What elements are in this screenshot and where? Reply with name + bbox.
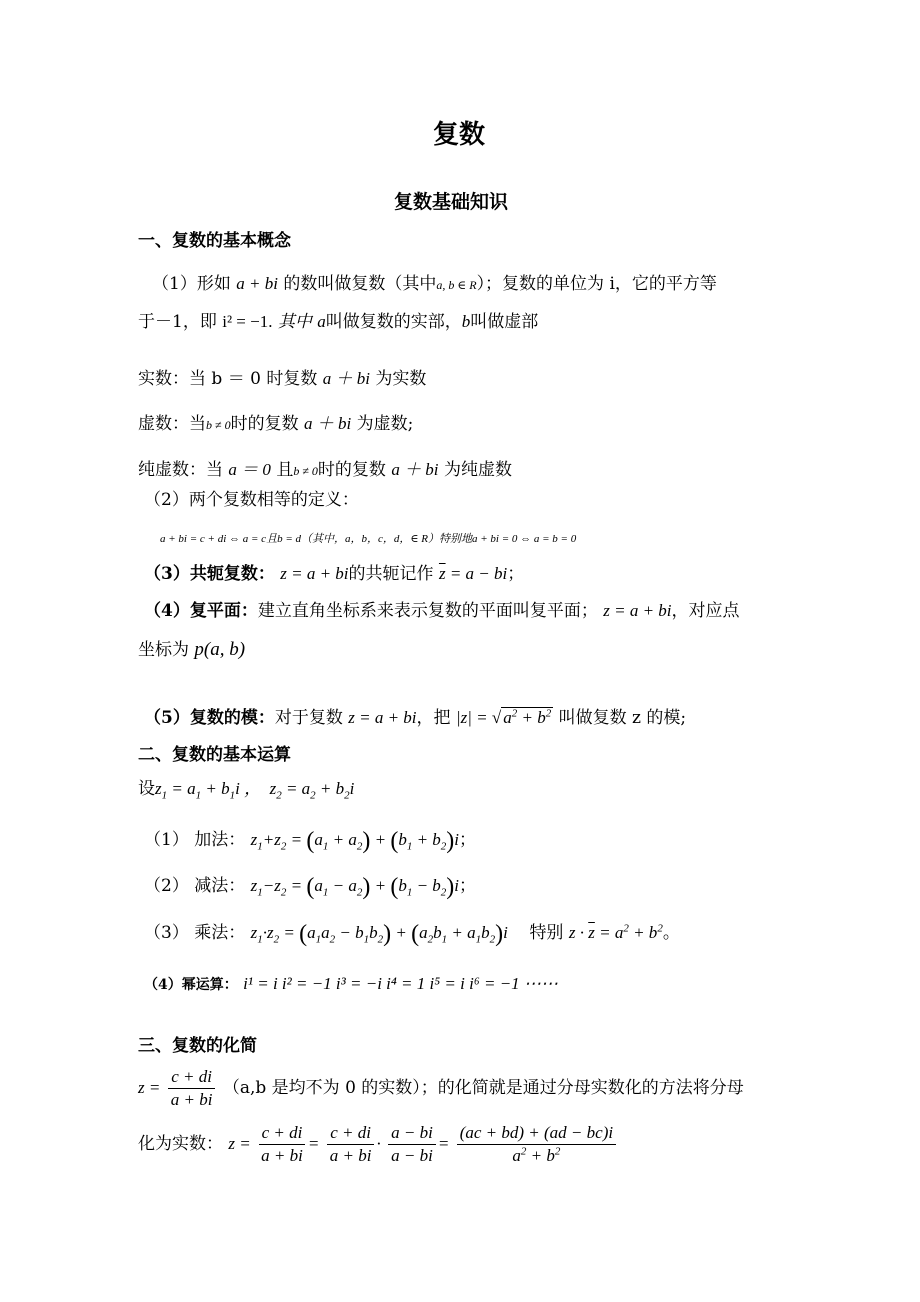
real-number-line: 实数：当 b ＝ 0 时复数 a ＋ bi 为实数 [138, 369, 427, 389]
math-expr: a + bi [236, 274, 278, 293]
simplification-line-1: z = $\frac{c + di}{a + bi}$ （a,b 是均不为 0 的实数）；的化简就是通过分母实数化的方法将分母 [138, 1067, 744, 1109]
definition-line-2 [138, 309, 538, 335]
multiplication-line: （3） 乘法： $z_1\cdot z_2 = (a_1a_2 - b_1b_2) + (a_2b_1 + a_1b_2)i$ 特别 $z \cdot \overline{z} = a^2 + b^2$。 [144, 921, 680, 947]
complex-plane-line-2: 坐标为 p(a, b) [138, 639, 246, 660]
text: ）；复数的单位为 i，它的平方等 [476, 274, 717, 294]
imaginary-number-line: 虚数：当b ≠ 0时的复数 a ＋ bi 为虚数; [138, 414, 414, 434]
math-var: a [317, 312, 326, 331]
text: 叫做虚部 [470, 312, 539, 332]
subtraction-line: （2） 减法： $z_1-z_2 = (a_1 - a_2) + (b_1 - b_2)i$； [144, 874, 477, 900]
text: （1）形如 [152, 274, 231, 294]
math-expr: i² = −1. [222, 312, 273, 331]
equality-formula: a + bi = c + di ⇔ a = c且b = d（其中，a，b，c，d，∈ R）特别地a + bi = 0 ⇔ a = b = 0 [160, 533, 577, 545]
setup-line: 设$z_1 = a_1 + b_1i$ ， $z_2 = a_2 + b_2i$ [138, 779, 355, 802]
section-1-heading: 一、复数的基本概念 [138, 231, 291, 251]
page-title: 复数 [433, 120, 486, 150]
section-3-heading: 三、复数的化简 [138, 1036, 257, 1056]
power-line: （4）幂运算： i¹ = i i² = −1 i³ = −i i⁴ = 1 i⁵ = i i⁶ = −1 ⋯⋯ [144, 974, 558, 993]
text: 于－1，即 [138, 312, 217, 332]
text: 叫做复数的实部， [325, 312, 462, 332]
text: 其中 [277, 312, 312, 332]
simplification-line-2: 化为实数： z = $\frac{c + di}{a + bi}$ = $\frac{c + di}{a + bi}$ · $\frac{a - bi}{a - bi}$ = $\frac{(ac + bd) + (ad - bc)i}{a^2 + b^2}$ [138, 1118, 618, 1170]
text: 的数叫做复数（其中 [283, 274, 437, 294]
modulus-line: （5）复数的模：对于复数 z = a + bi，把 |z| = √ $a^2 + b^2$ 叫做复数 z 的模; [144, 707, 687, 728]
page-subtitle: 复数基础知识 [394, 191, 509, 213]
math-var: b [461, 312, 471, 331]
pure-imaginary-line: 纯虚数：当 a ＝ 0 且b ≠ 0时的复数 a ＋ bi 为纯虚数 [138, 460, 512, 480]
math-expr: a, b ∈ R [436, 278, 477, 292]
complex-plane-line: （4）复平面：建立直角坐标系来表示复数的平面叫复平面； z = a + bi，对应点 [144, 601, 740, 621]
addition-line: （1） 加法： $z_1+z_2 = (a_1 + a_2) + (b_1 + b_2)i$； [144, 828, 477, 854]
definition-line-1 [152, 271, 717, 298]
section-2-heading: 二、复数的基本运算 [138, 745, 291, 765]
conjugate-line: （3）共轭复数： z = a + bi的共轭记作 $\overline{z} = a$ − bi； [144, 564, 525, 584]
equality-heading: （2）两个复数相等的定义： [144, 490, 359, 510]
